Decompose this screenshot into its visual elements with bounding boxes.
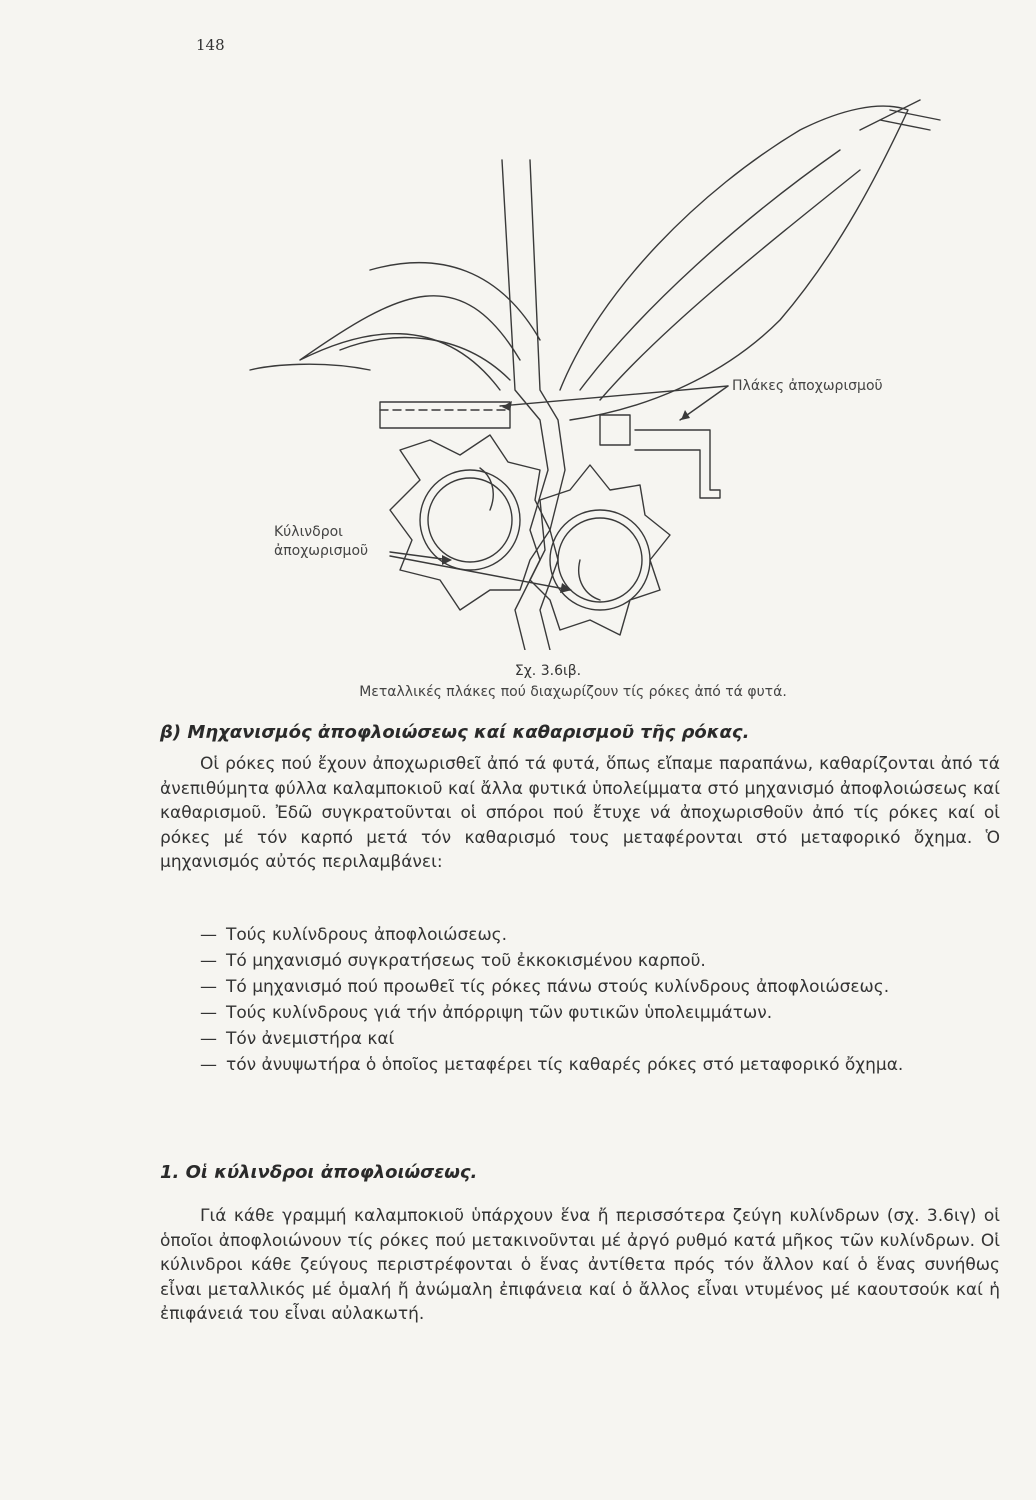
figure-corn-separation bbox=[240, 90, 1000, 650]
figure-drawing bbox=[240, 90, 1000, 650]
list-item: — Τούς κυλίνδρους γιά τήν ἀπόρριψη τῶν φυτικῶν ὑπολειμμάτων. bbox=[200, 1003, 773, 1023]
corn-leaf-left bbox=[300, 296, 520, 390]
list-item: — Τό μηχανισμό πού προωθεῖ τίς ρόκες πάνω στούς κυλίνδρους ἀποφλοιώσεως. bbox=[200, 977, 890, 997]
leader-plates-1 bbox=[500, 386, 728, 406]
leader-rollers-1 bbox=[390, 552, 450, 560]
right-plate bbox=[600, 415, 630, 445]
list-item: — Τό μηχανισμό συγκρατήσεως τοῦ ἐκκοκισμένου καρποῦ. bbox=[200, 951, 706, 971]
section-paragraph: Οἱ ρόκες πού ἔχουν ἀποχωρισθεῖ ἀπό τά φυτά, ὅπως εἴπαμε παραπάνω, καθαρίζονται ἀπό τά ἀνεπιθύμητα φύλλα καλαμποκιοῦ καί ἄλλα φυτικά ὑπολείμματα στό μηχανισμό ἀποφλοιώσεως καί καθαρισμοῦ. Ἐδῶ συγκρατοῦνται οἱ σπόροι πού ἔτυχε νά ἀποχωρισθοῦν ἀπό τίς ρόκες καί οἱ ρόκες μέ τόν καρπό μετά τόν καθαρισμό τους μεταφέρονται στό μεταφορικό ὄχημα. Ὁ μηχανισμός αὐτός περιλαμβάνει: bbox=[160, 754, 1000, 872]
subsection-heading: 1. Οἱ κύλινδροι ἀποφλοιώσεως. bbox=[160, 1162, 478, 1183]
label-rollers-line2: ἀποχωρισμοῦ bbox=[274, 543, 369, 559]
label-separation-plates: Πλάκες ἀποχωρισμοῦ bbox=[732, 378, 883, 394]
list-item: — Τόν ἀνεμιστήρα καί bbox=[200, 1029, 395, 1049]
mechanism-list bbox=[200, 922, 1000, 1078]
left-roller-gear bbox=[390, 435, 550, 610]
figure-caption-text: Μεταλλικές πλάκες πού διαχωρίζουν τίς ρόκες ἀπό τά φυτά. bbox=[359, 684, 787, 700]
list-item: — τόν ἀνυψωτήρα ὁ ὁποῖος μεταφέρει τίς καθαρές ρόκες στό μεταφορικό ὄχημα. bbox=[200, 1055, 904, 1075]
right-roller-gear bbox=[530, 465, 670, 635]
page-number: 148 bbox=[196, 36, 225, 54]
section-heading: β) Μηχανισμός ἀποφλοιώσεως καί καθαρισμοῦ τῆς ρόκας. bbox=[160, 722, 750, 743]
list-item: — Τούς κυλίνδρους ἀποφλοιώσεως. bbox=[200, 925, 508, 945]
corn-ear bbox=[560, 106, 908, 420]
label-rollers-line1: Κύλινδροι bbox=[274, 524, 343, 540]
subsection-paragraph: Γιά κάθε γραμμή καλαμποκιοῦ ὑπάρχουν ἕνα ἤ περισσότερα ζεύγη κυλίνδρων (σχ. 3.6ιγ) οἱ ὁποῖοι ἀποφλοιώνουν τίς ρόκες πού μετακινοῦνται μέ ἀργό ρυθμό κατά μῆκος τῶν κυλίνδρων. Οἱ κύλινδροι κάθε ζεύγους περιστρέφονται ὁ ἕνας ἀντίθετα πρός τόν ἄλλον καί ὁ ἕνας συνήθως εἶναι μεταλλικός μέ ὁμαλή ἤ ἀνώμαλη ἐπιφάνεια καί ὁ ἄλλος εἶναι ντυμένος μέ καουτσούκ καί ἡ ἐπιφάνειά του εἶναι αὐλακωτή. bbox=[160, 1206, 1000, 1324]
figure-caption-number: Σχ. 3.6ιβ. bbox=[514, 663, 582, 679]
left-plate bbox=[380, 402, 510, 428]
right-plate-bracket bbox=[635, 430, 720, 498]
